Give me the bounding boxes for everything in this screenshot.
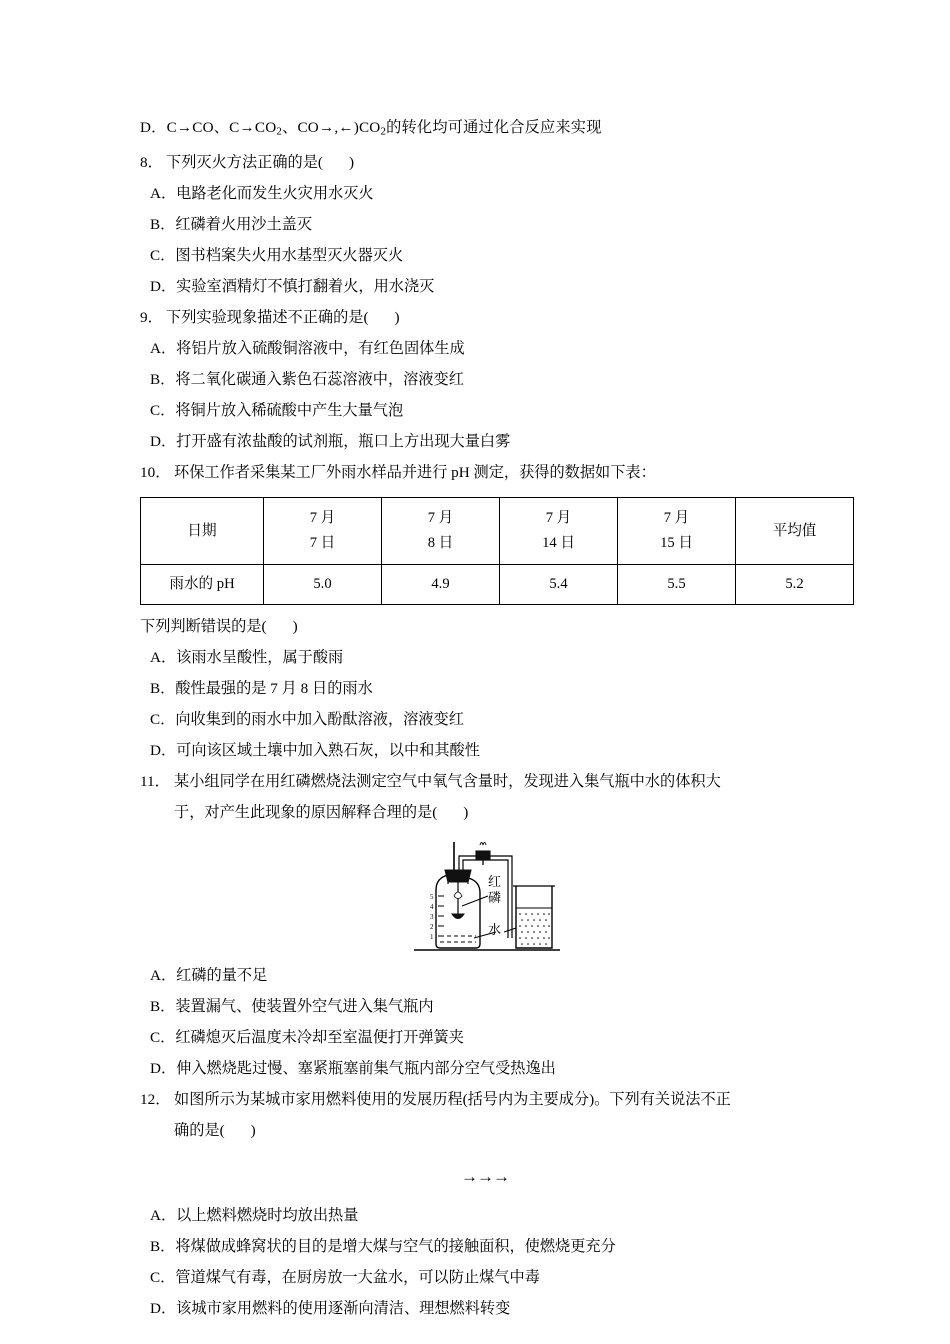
question-9-option-d bbox=[140, 426, 830, 457]
option-label: A． bbox=[150, 340, 177, 358]
question-10-option-b bbox=[140, 673, 830, 704]
option-label: D． bbox=[150, 742, 177, 760]
option-text: 将铜片放入稀硫酸中产生大量气泡 bbox=[175, 402, 404, 420]
table-cell-ph-3: 5.4 bbox=[500, 565, 618, 605]
option-text-part-2: 、CO→,←)CO bbox=[282, 119, 381, 136]
svg-text:5: 5 bbox=[430, 893, 434, 902]
label-red-phosphorus-char-1: 红 bbox=[488, 875, 502, 891]
question-9-option-c bbox=[140, 395, 830, 426]
rainwater-ph-table bbox=[140, 497, 854, 605]
option-text: 向收集到的雨水中加入酚酞溶液，溶液变红 bbox=[175, 711, 464, 729]
question-9-number: 9． bbox=[140, 309, 163, 327]
option-text: 打开盛有浓盐酸的试剂瓶，瓶口上方出现大量白雾 bbox=[176, 433, 511, 451]
option-label: A． bbox=[150, 1207, 177, 1225]
question-12-stem-line-1 bbox=[140, 1084, 830, 1115]
option-label: A． bbox=[150, 649, 177, 667]
option-label: C． bbox=[150, 711, 176, 729]
label-red-phosphorus-char-2: 磷 bbox=[488, 891, 502, 907]
svg-text:3: 3 bbox=[430, 913, 434, 922]
date-month: 7 月 bbox=[427, 510, 454, 527]
date-month: 7 月 bbox=[545, 510, 572, 527]
question-12-option-b bbox=[140, 1231, 830, 1262]
table-cell-date-2 bbox=[382, 498, 500, 565]
red-phosphorus-oxygen-measurement-apparatus bbox=[412, 838, 562, 963]
option-label: D． bbox=[150, 433, 177, 451]
option-label: C． bbox=[150, 247, 176, 265]
table-cell-date-header: 日期 bbox=[141, 498, 264, 565]
table-cell-ph-2: 4.9 bbox=[382, 565, 500, 605]
option-text: 图书档案失火用水基型灭火器灭火 bbox=[175, 247, 404, 265]
question-12-fuel-progression-diagram: →→→ bbox=[461, 1167, 509, 1187]
label-water: 水 bbox=[488, 923, 502, 939]
question-12-stem-text-2: 确的是( bbox=[174, 1122, 225, 1140]
date-month: 7 月 bbox=[309, 510, 336, 527]
option-text: 红磷熄灭后温度未冷却至室温便打开弹簧夹 bbox=[175, 1029, 464, 1047]
option-text: 该城市家用燃料的使用逐渐向清洁、理想燃料转变 bbox=[176, 1300, 511, 1318]
question-11-stem-line-1 bbox=[140, 766, 830, 797]
question-11-stem-line-2 bbox=[140, 797, 830, 828]
question-8-option-a bbox=[140, 178, 830, 209]
question-10-sub-stem bbox=[140, 611, 830, 642]
option-text-part-1: C→CO、C→CO bbox=[166, 119, 277, 136]
question-9-stem-text: 下列实验现象描述不正确的是( bbox=[166, 309, 369, 327]
question-8-option-d bbox=[140, 271, 830, 302]
option-text: 该雨水呈酸性，属于酸雨 bbox=[176, 649, 344, 667]
date-month: 7 月 bbox=[663, 510, 690, 527]
question-8-stem bbox=[140, 147, 830, 178]
option-text: 将煤做成蜂窝状的目的是增大煤与空气的接触面积，使燃烧更充分 bbox=[175, 1238, 616, 1256]
date-day: 14 日 bbox=[542, 535, 575, 552]
option-text: 以上燃料燃烧时均放出热量 bbox=[176, 1207, 359, 1225]
question-11-stem-text-1: 某小组同学在用红磷燃烧法测定空气中氧气含量时，发现进入集气瓶中水的体积大 bbox=[174, 773, 721, 791]
table-cell-average-header: 平均值 bbox=[736, 498, 854, 565]
option-text: 伸入燃烧匙过慢、塞紧瓶塞前集气瓶内部分空气受热逸出 bbox=[176, 1060, 556, 1078]
question-11-option-b bbox=[140, 991, 830, 1022]
question-8-option-c bbox=[140, 240, 830, 271]
table-cell-ph-header: 雨水的 pH bbox=[141, 565, 264, 605]
option-text: 实验室酒精灯不慎打翻着火，用水浇灭 bbox=[176, 278, 435, 296]
question-11-option-a bbox=[140, 960, 830, 991]
option-text: 红磷着火用沙土盖灭 bbox=[175, 216, 313, 234]
option-label: B． bbox=[150, 371, 176, 389]
table-cell-date-1 bbox=[264, 498, 382, 565]
question-10-option-c bbox=[140, 704, 830, 735]
question-11-stem-text-2: 于，对产生此现象的原因解释合理的是( bbox=[174, 804, 438, 822]
option-label: A． bbox=[150, 185, 177, 203]
table-row-header bbox=[141, 498, 854, 565]
svg-text:4: 4 bbox=[430, 903, 434, 912]
question-12-stem-line-2 bbox=[140, 1115, 830, 1146]
question-9-stem-close: ) bbox=[394, 309, 400, 327]
option-label: D． bbox=[150, 278, 177, 296]
option-text: 红磷的量不足 bbox=[176, 967, 268, 985]
question-10-stem bbox=[140, 457, 830, 488]
question-8-number: 8． bbox=[140, 154, 163, 172]
question-12-option-c bbox=[140, 1262, 830, 1293]
question-9-option-b bbox=[140, 364, 830, 395]
question-11-option-c bbox=[140, 1022, 830, 1053]
question-8-stem-text: 下列灭火方法正确的是( bbox=[166, 154, 323, 172]
question-12-option-a bbox=[140, 1200, 830, 1231]
option-text: 电路老化而发生火灾用水灭火 bbox=[176, 185, 374, 203]
svg-text:1: 1 bbox=[430, 933, 434, 942]
date-day: 8 日 bbox=[427, 535, 454, 552]
question-10-number: 10． bbox=[140, 464, 171, 482]
question-11-number: 11． bbox=[140, 773, 170, 791]
option-label: B． bbox=[150, 1238, 176, 1256]
question-8-stem-close: ) bbox=[348, 154, 354, 172]
option-label: C． bbox=[150, 1029, 176, 1047]
date-day: 7 日 bbox=[309, 535, 336, 552]
option-text: 管道煤气有毒，在厨房放一大盆水，可以防止煤气中毒 bbox=[175, 1269, 540, 1287]
option-text: 可向该区域土壤中加入熟石灰，以中和其酸性 bbox=[176, 742, 480, 760]
option-text: 酸性最强的是 7 月 8 日的雨水 bbox=[175, 680, 373, 698]
option-label: B． bbox=[150, 998, 176, 1016]
table-row-ph-values bbox=[141, 565, 854, 605]
question-10-stem-text: 环保工作者采集某工厂外雨水样品并进行 pH 测定，获得的数据如下表： bbox=[174, 464, 656, 482]
option-label: D． bbox=[150, 1300, 177, 1318]
prev-question-option-d bbox=[140, 112, 830, 147]
page-content bbox=[140, 112, 830, 1324]
option-text-part-3: 的转化均可通过化合反应来实现 bbox=[386, 119, 602, 136]
table-cell-date-3 bbox=[500, 498, 618, 565]
question-11-option-d bbox=[140, 1053, 830, 1084]
date-day: 15 日 bbox=[660, 535, 693, 552]
table-cell-date-4 bbox=[618, 498, 736, 565]
option-text: 装置漏气、使装置外空气进入集气瓶内 bbox=[175, 998, 434, 1016]
subscript-2: 2 bbox=[380, 125, 387, 138]
table-cell-ph-average: 5.2 bbox=[736, 565, 854, 605]
question-8-option-b bbox=[140, 209, 830, 240]
table-cell-ph-1: 5.0 bbox=[264, 565, 382, 605]
table-cell-ph-4: 5.5 bbox=[618, 565, 736, 605]
option-label: C． bbox=[150, 402, 176, 420]
option-label: B． bbox=[150, 680, 176, 698]
svg-text:2: 2 bbox=[430, 923, 434, 932]
question-12-option-d bbox=[140, 1293, 830, 1324]
question-10-option-d bbox=[140, 735, 830, 766]
question-12-stem-text-1: 如图所示为某城市家用燃料使用的发展历程(括号内为主要成分)。下列有关说法不正 bbox=[174, 1091, 731, 1109]
question-12-number: 12． bbox=[140, 1091, 171, 1109]
option-label: D． bbox=[140, 119, 167, 136]
option-label: A． bbox=[150, 967, 177, 985]
question-9-option-a bbox=[140, 333, 830, 364]
option-text: 将铝片放入硫酸铜溶液中，有红色固体生成 bbox=[176, 340, 465, 358]
option-label: C． bbox=[150, 1269, 176, 1287]
question-11-stem-close: ) bbox=[463, 804, 469, 822]
question-9-stem bbox=[140, 302, 830, 333]
option-text: 将二氧化碳通入紫色石蕊溶液中，溶液变红 bbox=[175, 371, 464, 389]
question-11-figure-wrap bbox=[140, 838, 830, 960]
option-label: D． bbox=[150, 1060, 177, 1078]
question-10-sub-stem-close: ) bbox=[292, 618, 298, 636]
question-10-sub-stem-text: 下列判断错误的是( bbox=[140, 618, 267, 636]
question-10-option-a bbox=[140, 642, 830, 673]
question-12-stem-close: ) bbox=[250, 1122, 256, 1140]
option-label: B． bbox=[150, 216, 176, 234]
subscript-1: 2 bbox=[276, 125, 283, 138]
